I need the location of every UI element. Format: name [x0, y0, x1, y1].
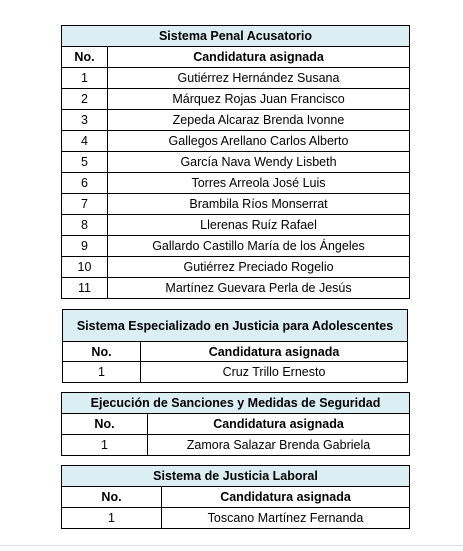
row-candidate: Martínez Guevara Perla de Jesús — [108, 278, 410, 299]
row-number: 10 — [62, 257, 108, 278]
table-row — [62, 257, 410, 278]
row-number: 1 — [63, 362, 141, 383]
row-candidate: Llerenas Ruíz Rafael — [108, 215, 410, 236]
row-number: 7 — [62, 194, 108, 215]
row-number: 11 — [62, 278, 108, 299]
column-header-candidatura: Candidatura asignada — [148, 414, 410, 435]
column-header-no: No. — [62, 414, 148, 435]
column-header-candidatura: Candidatura asignada — [108, 47, 410, 68]
table-title: Sistema de Justicia Laboral — [62, 466, 410, 487]
table-row — [62, 508, 410, 529]
column-header-candidatura: Candidatura asignada — [141, 342, 408, 362]
table-title: Sistema Penal Acusatorio — [62, 26, 410, 47]
row-candidate: Gutiérrez Preciado Rogelio — [108, 257, 410, 278]
row-number: 9 — [62, 236, 108, 257]
column-header-candidatura: Candidatura asignada — [162, 487, 410, 508]
table-sistema-penal-acusatorio — [61, 25, 410, 299]
row-candidate: Zamora Salazar Brenda Gabriela — [148, 435, 410, 456]
row-candidate: Gutiérrez Hernández Susana — [108, 68, 410, 89]
table-justicia-laboral — [61, 465, 410, 529]
table-row — [62, 435, 410, 456]
table-justicia-adolescentes — [62, 309, 408, 383]
row-number: 6 — [62, 173, 108, 194]
divider — [0, 545, 463, 546]
table-row — [62, 131, 410, 152]
table-row — [62, 152, 410, 173]
row-candidate: Zepeda Alcaraz Brenda Ivonne — [108, 110, 410, 131]
row-number: 3 — [62, 110, 108, 131]
row-number: 1 — [62, 68, 108, 89]
table-row — [62, 110, 410, 131]
table-row — [62, 194, 410, 215]
table-row — [62, 173, 410, 194]
row-number: 2 — [62, 89, 108, 110]
row-candidate: Gallegos Arellano Carlos Alberto — [108, 131, 410, 152]
row-number: 1 — [62, 435, 148, 456]
row-candidate: Toscano Martínez Fernanda — [162, 508, 410, 529]
table-title: Ejecución de Sanciones y Medidas de Seguridad — [62, 393, 410, 414]
row-candidate: Brambila Ríos Monserrat — [108, 194, 410, 215]
row-candidate: García Nava Wendy Lisbeth — [108, 152, 410, 173]
row-number: 8 — [62, 215, 108, 236]
table-row — [62, 89, 410, 110]
column-header-no: No. — [62, 487, 162, 508]
table-ejecucion-sanciones — [61, 392, 410, 456]
table-row — [63, 362, 408, 383]
table-row — [62, 236, 410, 257]
table-row — [62, 68, 410, 89]
row-candidate: Márquez Rojas Juan Francisco — [108, 89, 410, 110]
row-candidate: Cruz Trillo Ernesto — [141, 362, 408, 383]
column-header-no: No. — [63, 342, 141, 362]
row-number: 1 — [62, 508, 162, 529]
table-title: Sistema Especializado en Justicia para Adolescentes — [63, 310, 408, 342]
column-header-no: No. — [62, 47, 108, 68]
table-row — [62, 278, 410, 299]
row-candidate: Gallardo Castillo María de los Ángeles — [108, 236, 410, 257]
row-number: 5 — [62, 152, 108, 173]
table-row — [62, 215, 410, 236]
row-number: 4 — [62, 131, 108, 152]
row-candidate: Torres Arreola José Luis — [108, 173, 410, 194]
